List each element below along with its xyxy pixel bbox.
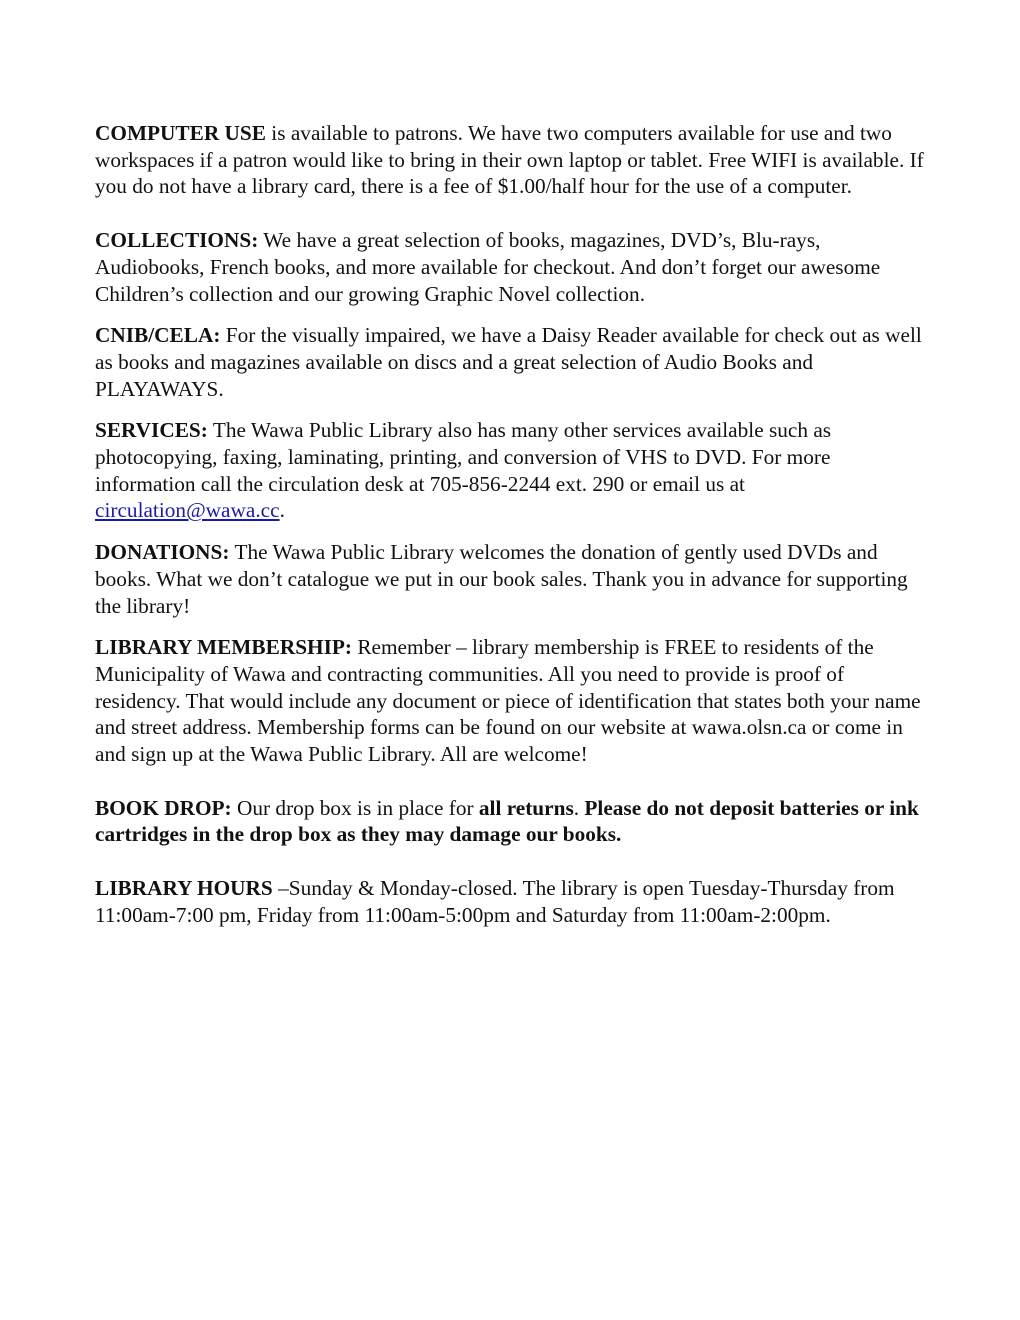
- book-drop-heading: BOOK DROP:: [95, 795, 232, 820]
- cnib-cela-heading: CNIB/CELA:: [95, 323, 221, 348]
- library-membership-heading: LIBRARY MEMBERSHIP:: [95, 635, 352, 660]
- services-text: The Wawa Public Library also has many other services available such as photocopying, faxing, laminating, printing, and conversion of VHS to DVD. For more information call the circulation desk at 705-856-2244 ext. 290 or email us at: [95, 418, 832, 496]
- document-page: [95, 120, 925, 929]
- library-hours-heading: LIBRARY HOURS: [95, 876, 273, 901]
- collections-text: We have a great selection of books, magazines, DVD’s, Blu-rays, Audiobooks, French books, and more available for checkout. And don’t forget our awesome Children’s collection and our growing Graphic Novel collection.: [95, 228, 881, 306]
- donations-text: The Wawa Public Library welcomes the donation of gently used DVDs and books. What we don’t catalogue we put in our book sales. Thank you in advance for supporting the library!: [95, 540, 908, 618]
- book-drop-all-returns: all returns: [478, 795, 574, 820]
- computer-use-paragraph: [95, 120, 925, 200]
- computer-use-heading: COMPUTER USE: [95, 121, 266, 145]
- donations-heading: DONATIONS:: [95, 540, 230, 565]
- book-drop-warning: Please do not deposit batteries or ink cartridges in the drop box as they may damage our books.: [95, 795, 919, 847]
- book-drop-text: Our drop box is in place for: [231, 795, 479, 820]
- library-hours-text: –Sunday & Monday-closed. The library is open Tuesday-Thursday from 11:00am-7:00 pm, Friday from 11:00am-5:00pm and Saturday from 11:00am-2:00pm.: [95, 876, 895, 927]
- book-drop-text-mid: .: [573, 795, 585, 820]
- library-membership-paragraph: [95, 634, 925, 768]
- services-paragraph: [95, 417, 925, 524]
- circulation-email-link[interactable]: circulation@wawa.cc: [95, 498, 280, 523]
- cnib-cela-text: For the visually impaired, we have a Daisy Reader available for check out as well as books and magazines available on discs and a great selection of Audio Books and PLAYAWAYS.: [95, 323, 922, 401]
- library-hours-paragraph: [95, 875, 925, 928]
- book-drop-paragraph: [95, 795, 925, 848]
- library-membership-text: Remember – library membership is FREE to residents of the Municipality of Wawa and contracting communities. All you need to provide is proof of residency. That would include any document or piece of identification that states both your name and street address. Membership forms can be found on our website at wawa.olsn.ca or come in and sign up at the Wawa Public Library. All are welcome!: [95, 635, 921, 767]
- cnib-cela-paragraph: [95, 322, 925, 402]
- services-heading: SERVICES:: [95, 418, 208, 443]
- collections-heading: COLLECTIONS:: [95, 228, 259, 253]
- collections-paragraph: [95, 227, 925, 307]
- services-text-end: .: [279, 498, 285, 523]
- computer-use-text: is available to patrons. We have two computers available for use and two workspaces if a patron would like to bring in their own laptop or tablet. Free WIFI is available. If you do not have a library card, there is a fee of $1.00/half hour for the use of a computer.: [95, 121, 924, 199]
- donations-paragraph: [95, 539, 925, 619]
